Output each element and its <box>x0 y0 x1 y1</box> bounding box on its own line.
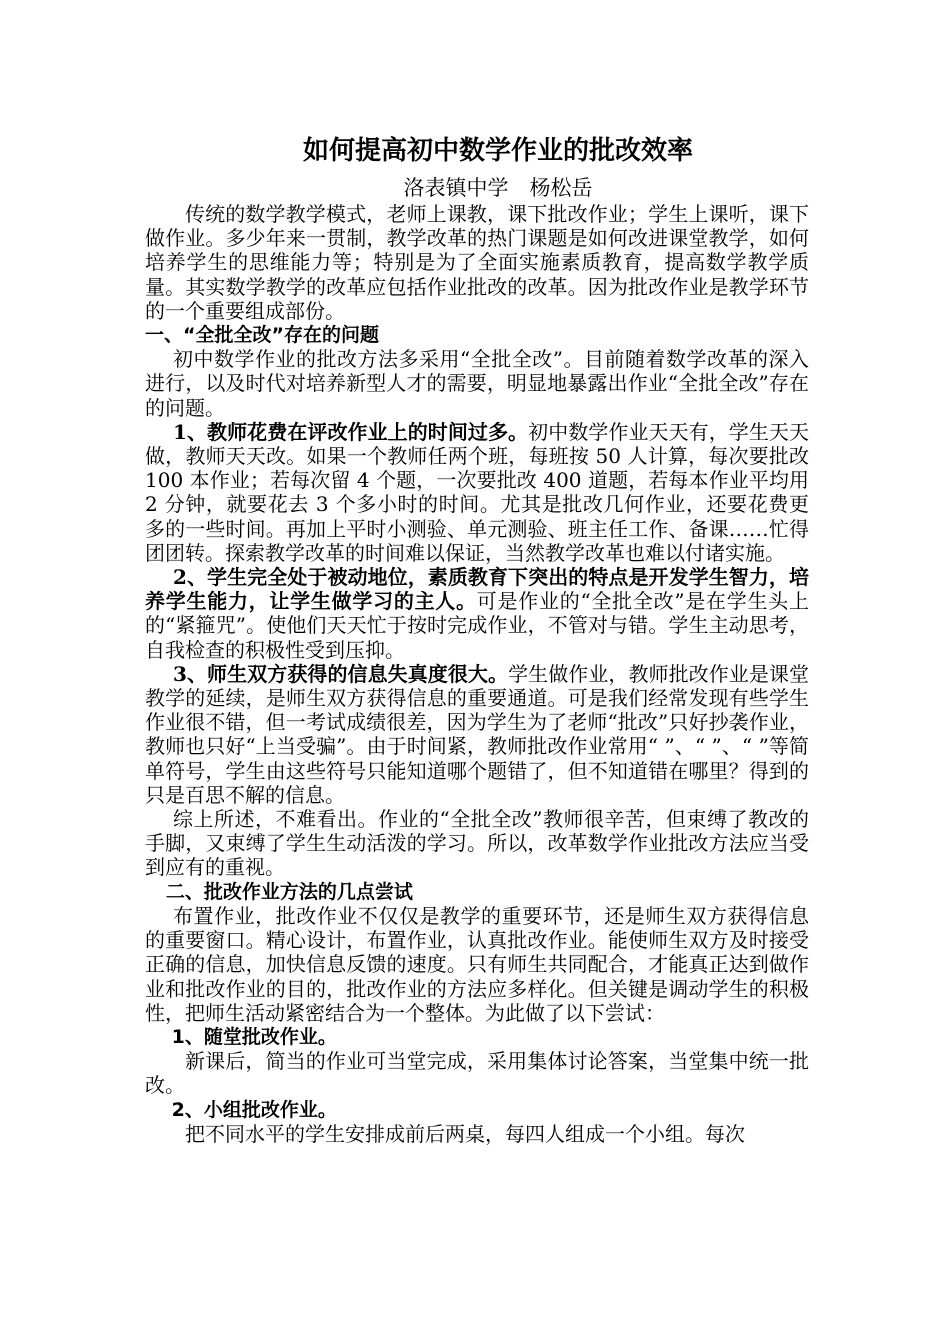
section2-sub1-text: 新课后，简当的作业可当堂完成，采用集体讨论答案，当堂集中统一批改。 <box>145 1049 809 1098</box>
section1-point2-text: 可是作业的“全批全改”是在学生头上的“紧箍咒”。使他们天天忙于按时完成作业，不管对与错。学生主动思考，自我检查的积极性受到压抑。 <box>145 589 810 662</box>
document-page <box>145 128 809 1146</box>
section1-point3-title: 3、师生双方获得的信息失真度很大。 <box>173 661 509 686</box>
section2-heading: 二、批改作业方法的几点尝试 <box>165 880 413 903</box>
section1-intro: 初中数学作业的批改方法多采用“全批全改”。目前随着数学改革的深入进行，以及时代对培养新型人才的需要，明显地暴露出作业“全批全改”存在的问题。 <box>145 347 809 420</box>
document-author: 洛表镇中学 杨松岳 <box>403 176 593 200</box>
section2-sub1-heading: 1、随堂批改作业。 <box>171 1025 337 1048</box>
section1-point1-text: 初中数学作业天天有，学生天天做，教师天天改。如果一个教师任两个班，每班按 50 人计算，每次要批改 100 本作业；若每次留 4 个题，一次要批改 400 道题，若每本作业平均用 2 分钟，就要花去 3 个多小时的时间。尤其是批改几何作业，还要花费更多的一些时间。再加上平时小测验、单元测验、班主任工作、备课……忙得团团转。探索教学改革的时间难以保证，当然教学改革也难以付诸实施。 <box>145 419 809 565</box>
section1-point3-text: 学生做作业，教师批改作业是课堂教学的延续，是师生双方获得信息的重要通道。可是我们经常发现有些学生作业很不错，但一考试成绩很差，因为学生为了老师“批改”只好抄袭作业，教师也只好“上当受骗”。由于时间紧，教师批改作业常用“ ”、“ ”、“ ”等简单符号，学生由这些符号只能知道哪个题错了，但不知道错在哪里？得到的只是百思不解的信息。 <box>145 661 810 807</box>
section1-point1-title: 1、教师花费在评改作业上的时间过多。 <box>173 419 529 444</box>
section2-sub2-text: 把不同水平的学生安排成前后两桌，每四人组成一个小组。每次 <box>185 1121 745 1146</box>
section2-intro: 布置作业，批改作业不仅仅是教学的重要环节，还是师生双方获得信息的重要窗口。精心设计，布置作业，认真批改作业。能使师生双方及时接受正确的信息，加快信息反馈的速度。只有师生共同配合，才能真正达到做作业和批改作业的目的，批改作业的方法应多样化。但关键是调动学生的积极性，把师生活动紧密结合为一个整体。为此做了以下尝试： <box>145 903 809 1025</box>
section2-sub2-heading: 2、小组批改作业。 <box>171 1098 337 1121</box>
intro-paragraph: 传统的数学教学模式，老师上课教，课下批改作业；学生上课听，课下做作业。多少年来一贯制，教学改革的热门课题是如何改进课堂教学，如何培养学生的思维能力等；特别是为了全面实施素质教育，提高数学教学质量。其实数学教学的改革应包括作业批改的改革。因为批改作业是教学环节的一个重要组成部份。 <box>145 202 809 323</box>
document-title: 如何提高初中数学作业的批改效率 <box>302 136 693 166</box>
section1-point2-title: 2、学生完全处于被动地位，素质教育下突出的特点是开发学生智力，培养学生能力，让学生做学习的主人。 <box>145 565 809 614</box>
section1-point2 <box>145 565 809 662</box>
section1-point3 <box>145 662 809 807</box>
section1-summary: 综上所述，不难看出。作业的“全批全改”教师很辛苦，但束缚了教改的手脚，又束缚了学生生动活泼的学习。所以，改革数学作业批改方法应当受到应有的重视。 <box>145 807 809 880</box>
section1-heading: 一、“全批全改”存在的问题 <box>145 324 379 347</box>
section1-point1 <box>145 420 809 565</box>
